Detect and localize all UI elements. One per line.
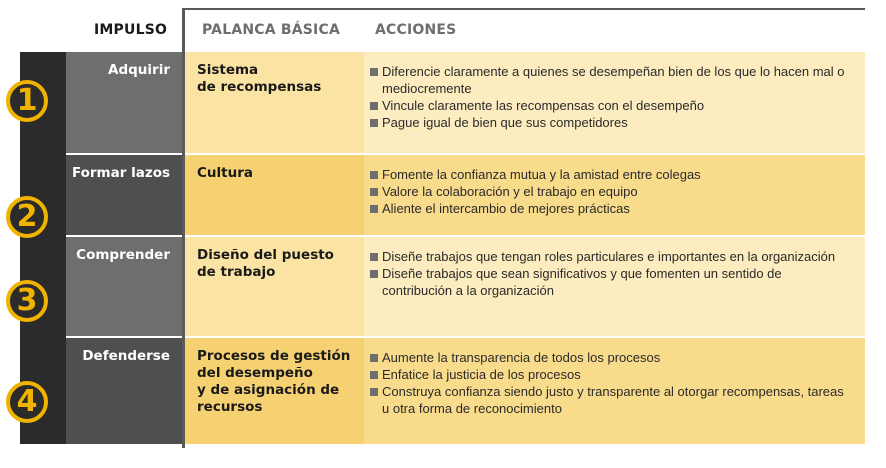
accion-text: Enfatice la justicia de los procesos [382, 367, 581, 382]
list-item [370, 248, 849, 265]
number-circle-icon: 4 [6, 381, 48, 423]
list-item [370, 265, 849, 299]
acciones-cell [364, 338, 865, 444]
palanca-cell [185, 237, 364, 336]
number-circle-icon: 3 [6, 280, 48, 322]
acciones-list [370, 166, 849, 217]
list-item [370, 166, 849, 183]
bullet-square-icon [370, 171, 378, 179]
header-palanca: PALANCA BÁSICA [202, 22, 340, 38]
accion-text: Fomente la confianza mutua y la amistad entre colegas [382, 167, 701, 182]
acciones-cell [364, 237, 865, 336]
palanca-line: Sistema [197, 62, 259, 78]
accion-text: Aliente el intercambio de mejores prácticas [382, 201, 630, 216]
bullet-square-icon [370, 68, 378, 76]
accion-text: Aumente la transparencia de todos los procesos [382, 350, 661, 365]
accion-text: Pague igual de bien que sus competidores [382, 115, 628, 130]
list-item [370, 97, 849, 114]
header-acciones: ACCIONES [375, 22, 457, 38]
palanca-line: Cultura [197, 165, 253, 181]
acciones-list [370, 63, 849, 131]
list-item [370, 114, 849, 131]
top-rule [185, 8, 865, 10]
palanca-line: Procesos de gestión [197, 348, 351, 364]
header-impulso: IMPULSO [94, 22, 168, 38]
impulso-cell: Formar lazos [66, 155, 182, 235]
list-item [370, 183, 849, 200]
palanca-line: Diseño del puesto [197, 247, 334, 263]
accion-text: Construya confianza siendo justo y transparente al otorgar recompensas, tareas u otra forma de reconocimiento [382, 384, 844, 416]
list-item [370, 200, 849, 217]
accion-text: Vincule claramente las recompensas con el desempeño [382, 98, 705, 113]
palanca-cell [185, 155, 364, 235]
list-item [370, 383, 849, 417]
accion-text: Valore la colaboración y el trabajo en equipo [382, 184, 638, 199]
accion-text: Diseñe trabajos que sean significativos y que fomenten un sentido de contribución a la organización [382, 266, 782, 298]
bullet-square-icon [370, 102, 378, 110]
number-circle-icon: 2 [6, 196, 48, 238]
bullet-square-icon [370, 388, 378, 396]
bullet-square-icon [370, 205, 378, 213]
bullet-square-icon [370, 188, 378, 196]
impulso-cell: Defenderse [66, 338, 182, 444]
impulso-cell: Adquirir [66, 52, 182, 153]
palanca-cell [185, 338, 364, 444]
bullet-square-icon [370, 253, 378, 261]
acciones-list [370, 349, 849, 417]
accion-text: Diseñe trabajos que tengan roles particulares e importantes en la organización [382, 249, 836, 264]
palanca-line: del desempeño [197, 365, 313, 381]
number-circle-icon: 1 [6, 80, 48, 122]
acciones-cell [364, 155, 865, 235]
bullet-square-icon [370, 354, 378, 362]
accion-text: Diferencie claramente a quienes se desempeñan bien de los que lo hacen mal o mediocremente [382, 64, 845, 96]
acciones-cell [364, 52, 865, 153]
bullet-square-icon [370, 119, 378, 127]
palanca-line: recursos [197, 399, 263, 415]
acciones-list [370, 248, 849, 299]
vertical-rule [182, 8, 185, 448]
list-item [370, 63, 849, 97]
list-item [370, 366, 849, 383]
palanca-line: de trabajo [197, 264, 276, 280]
impulso-cell: Comprender [66, 237, 182, 336]
list-item [370, 349, 849, 366]
palanca-line: de recompensas [197, 79, 322, 95]
palanca-line: y de asignación de [197, 382, 340, 398]
palanca-cell [185, 52, 364, 153]
bullet-square-icon [370, 270, 378, 278]
bullet-square-icon [370, 371, 378, 379]
